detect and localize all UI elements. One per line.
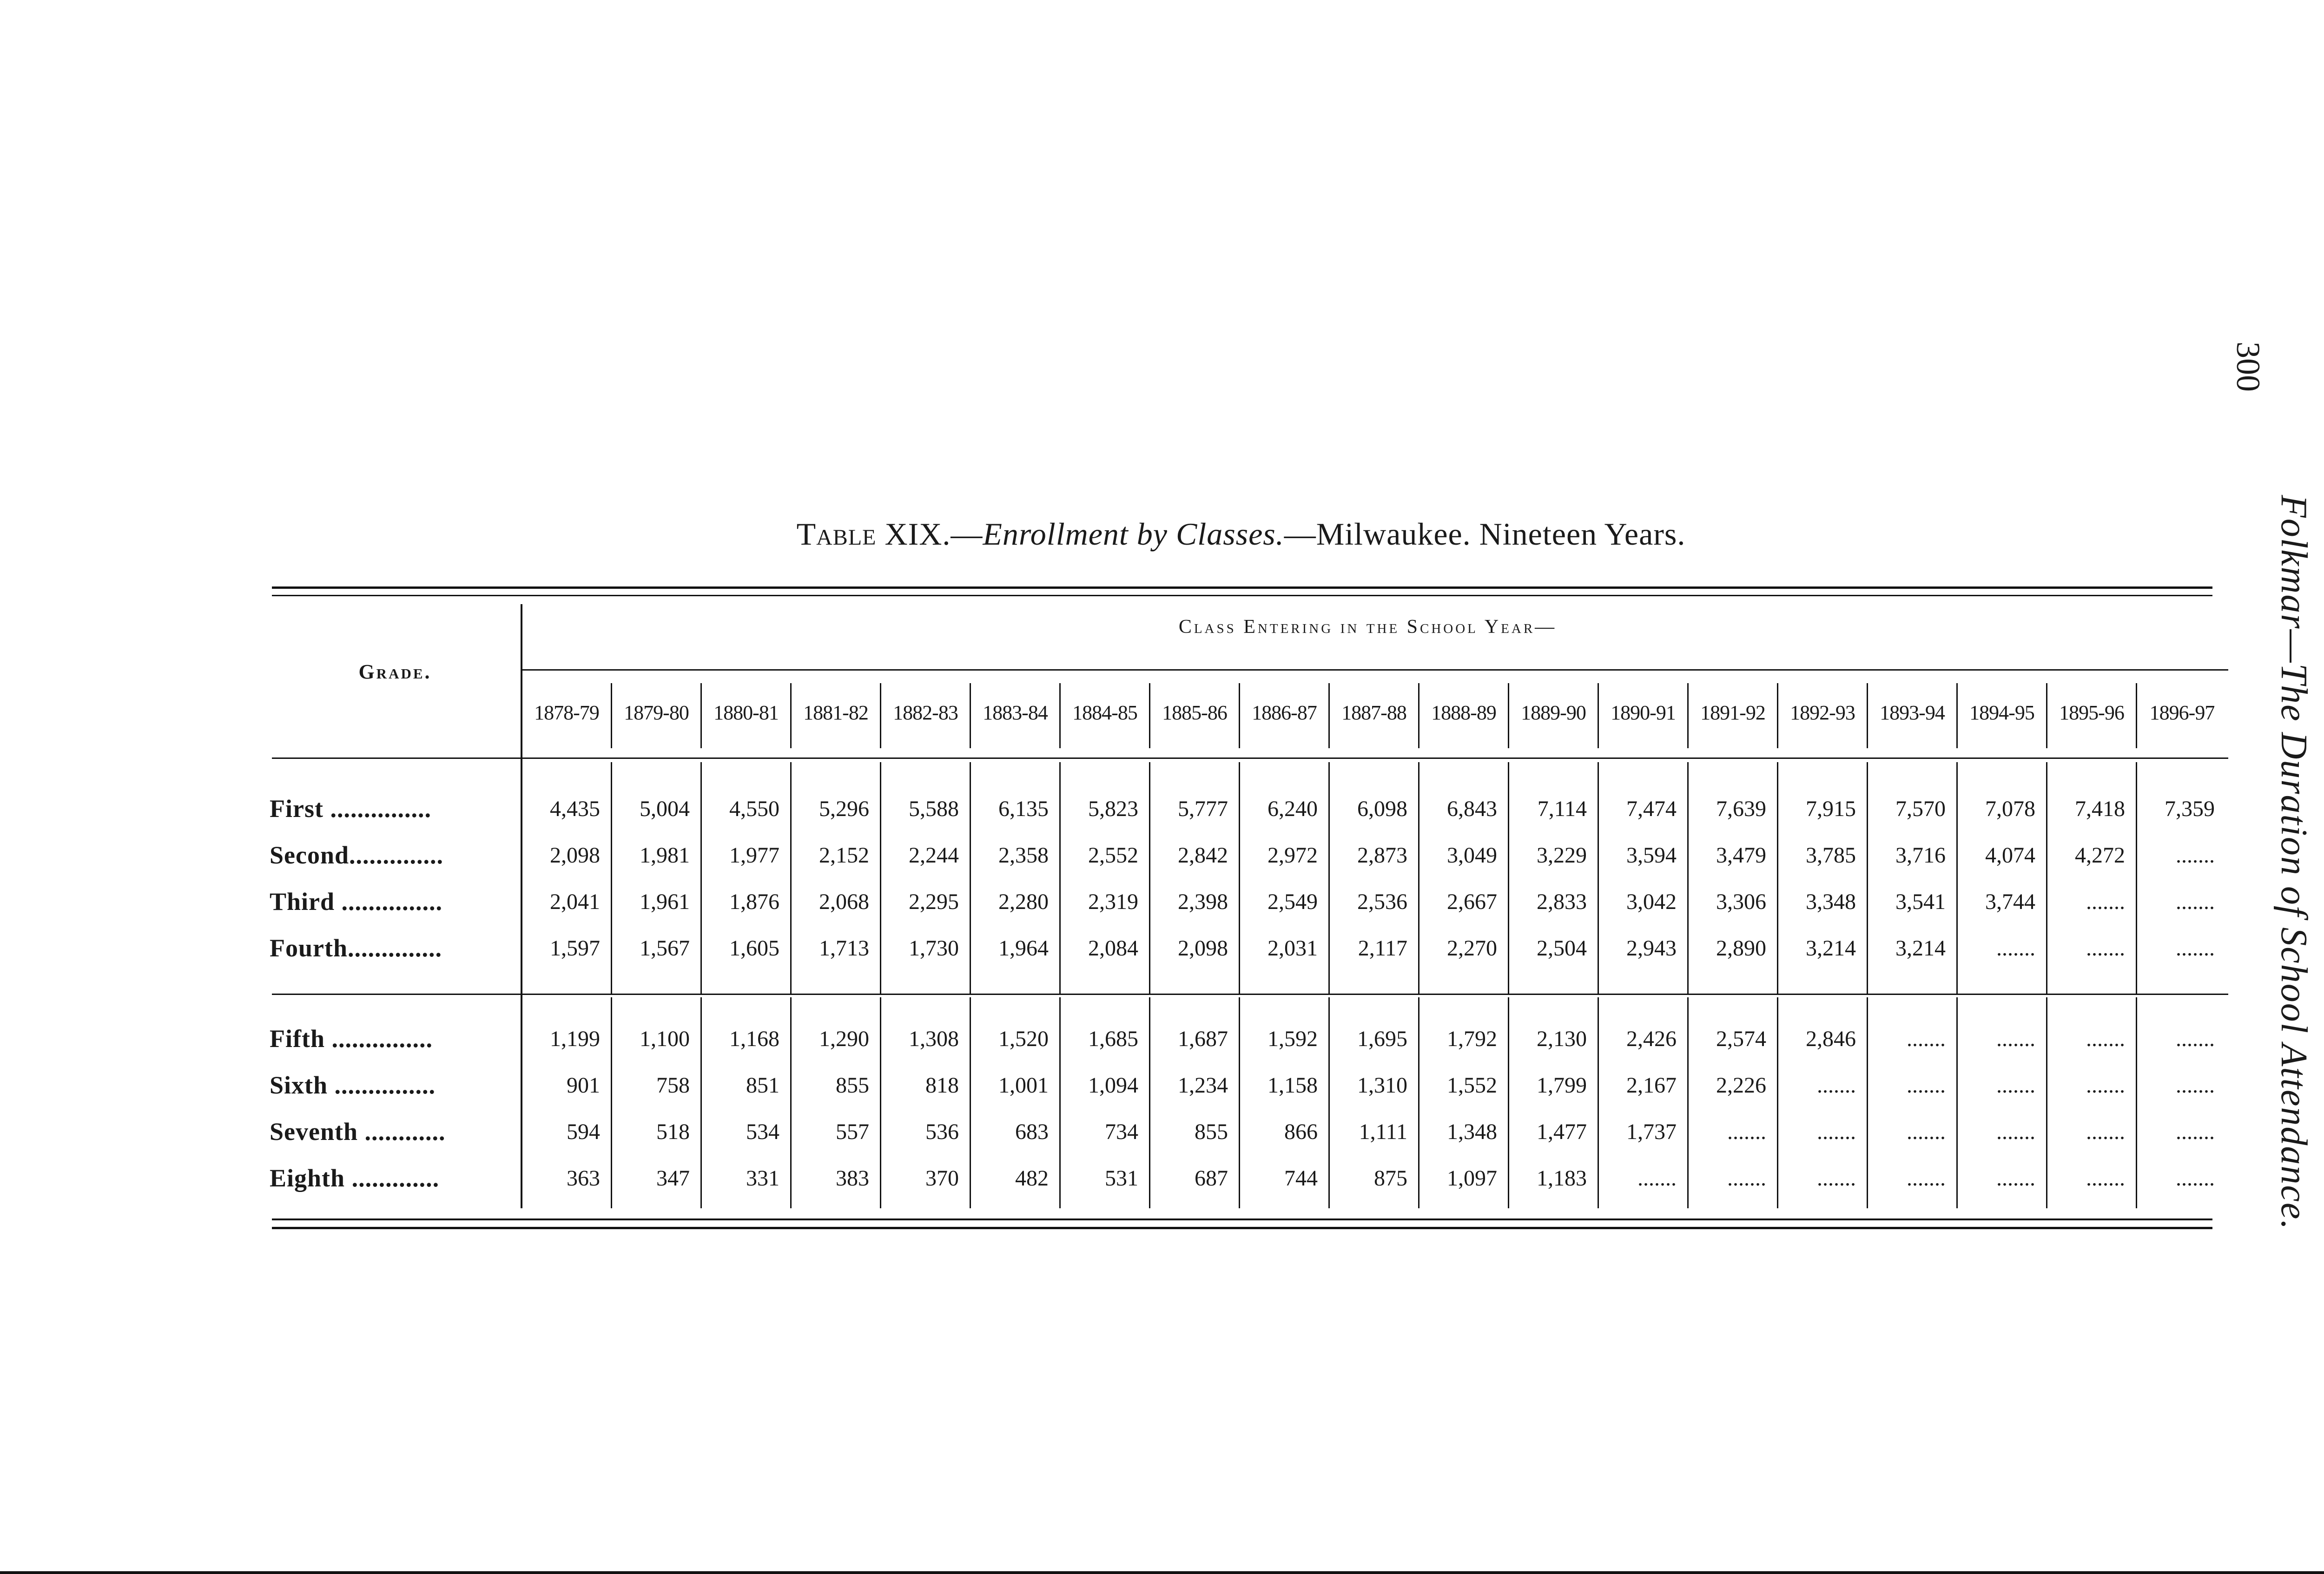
year-header: 1887-88: [1330, 683, 1419, 748]
year-header: 1895-96: [2047, 683, 2137, 748]
table-cell: 1,001: [998, 1073, 1049, 1098]
table-cell: 2,152: [819, 843, 869, 868]
table-cell: 7,570: [1895, 796, 1946, 821]
table-cell: .......: [1907, 1026, 1946, 1051]
table-cell: 2,280: [998, 889, 1049, 914]
table-cell: .......: [2176, 1073, 2215, 1098]
table-cell: 2,846: [1806, 1026, 1856, 1051]
table-cell: 851: [746, 1073, 779, 1098]
table-cell: .......: [1996, 1073, 2035, 1098]
table-cell: 3,229: [1537, 843, 1587, 868]
table-cell: 482: [1015, 1166, 1049, 1191]
table-cell: 2,842: [1178, 843, 1228, 868]
table-cell: 2,833: [1537, 889, 1587, 914]
year-header: 1891-92: [1689, 683, 1778, 748]
table-cell: 1,520: [998, 1026, 1049, 1051]
top-rule-thin: [272, 595, 2212, 596]
table-cell: .......: [1907, 1166, 1946, 1191]
table-cell: .......: [1817, 1166, 1856, 1191]
table-cell: 3,594: [1626, 843, 1677, 868]
table-cell: 2,098: [550, 843, 600, 868]
table-cell: 1,695: [1357, 1026, 1407, 1051]
table-cell: 1,097: [1447, 1166, 1497, 1191]
table-cell: .......: [1817, 1119, 1856, 1144]
year-header: 1892-93: [1778, 683, 1868, 748]
table-cell: 2,068: [819, 889, 869, 914]
table-row: [270, 925, 2228, 971]
table-cell: 3,744: [1985, 889, 2035, 914]
table-cell: .......: [2176, 1026, 2215, 1051]
table-cell: 3,306: [1716, 889, 1766, 914]
top-rule-thick: [272, 586, 2212, 589]
table-cell: 4,272: [2075, 843, 2125, 868]
table-row: [270, 832, 2228, 878]
table-cell: 1,730: [909, 935, 959, 961]
table-cell: 347: [656, 1166, 690, 1191]
table-cell: 2,426: [1626, 1026, 1677, 1051]
table-cell: 1,685: [1088, 1026, 1138, 1051]
table-cell: 1,597: [550, 935, 600, 961]
table-cell: 6,843: [1447, 796, 1497, 821]
year-header: 1885-86: [1150, 683, 1240, 748]
year-header-row: [522, 683, 2228, 748]
table-cell: .......: [1637, 1166, 1677, 1191]
table-cell: 536: [925, 1119, 959, 1144]
table-cell: 2,972: [1268, 843, 1318, 868]
year-header: 1890-91: [1599, 683, 1689, 748]
grade-label: First ...............: [270, 795, 431, 823]
table-cell: .......: [2176, 1166, 2215, 1191]
section-divider-rule: [272, 994, 2228, 995]
table-cell: 855: [836, 1073, 869, 1098]
grade-label: Sixth ...............: [270, 1071, 436, 1099]
table-cell: 875: [1374, 1166, 1407, 1191]
grade-header: Grade.: [358, 660, 432, 683]
bottom-rule-thick: [272, 1227, 2212, 1229]
table-cell: 2,667: [1447, 889, 1497, 914]
table-cell: 1,876: [729, 889, 779, 914]
table-cell: 1,964: [998, 935, 1049, 961]
table-cell: 2,398: [1178, 889, 1228, 914]
table-cell: 758: [656, 1073, 690, 1098]
table-cell: 818: [925, 1073, 959, 1098]
table-row: [270, 1062, 2228, 1108]
table-cell: 744: [1284, 1166, 1318, 1191]
table-cell: 1,799: [1537, 1073, 1587, 1098]
table-cell: 2,295: [909, 889, 959, 914]
table-cell: .......: [1907, 1119, 1946, 1144]
table-cell: .......: [1996, 1026, 2035, 1051]
table-cell: 2,552: [1088, 843, 1138, 868]
table-row: [270, 1155, 2228, 1201]
table-cell: 594: [567, 1119, 600, 1144]
table-cell: 1,183: [1537, 1166, 1587, 1191]
page-number: 300: [2230, 342, 2267, 392]
table-cell: 2,270: [1447, 935, 1497, 961]
table-cell: 7,114: [1537, 796, 1587, 821]
table-cell: 1,094: [1088, 1073, 1138, 1098]
table-cell: 2,117: [1358, 935, 1407, 961]
table-cell: 2,890: [1716, 935, 1766, 961]
table-cell: 5,777: [1178, 796, 1228, 821]
bottom-rule-thin: [272, 1218, 2212, 1220]
table-cell: .......: [2086, 935, 2125, 961]
table-cell: 2,873: [1357, 843, 1407, 868]
table-cell: .......: [1996, 935, 2035, 961]
title-prefix: Table XIX.—: [796, 516, 983, 552]
table-cell: 1,552: [1447, 1073, 1497, 1098]
table-cell: 5,296: [819, 796, 869, 821]
table-cell: 1,592: [1268, 1026, 1318, 1051]
table-row: [270, 878, 2228, 925]
table-cell: .......: [1727, 1166, 1766, 1191]
table-cell: 363: [567, 1166, 600, 1191]
table-cell: 518: [656, 1119, 690, 1144]
table-cell: .......: [2176, 843, 2215, 868]
table-cell: 1,111: [1359, 1119, 1407, 1144]
table-cell: .......: [1996, 1166, 2035, 1191]
table-cell: 1,234: [1178, 1073, 1228, 1098]
table-cell: 1,687: [1178, 1026, 1228, 1051]
table-cell: 383: [836, 1166, 869, 1191]
table-cell: 683: [1015, 1119, 1049, 1144]
year-header: 1878-79: [522, 683, 612, 748]
table-cell: 1,477: [1537, 1119, 1587, 1144]
table-cell: 1,348: [1447, 1119, 1497, 1144]
table-cell: 1,308: [909, 1026, 959, 1051]
table-cell: .......: [2176, 1119, 2215, 1144]
table-cell: 370: [925, 1166, 959, 1191]
table-cell: 901: [567, 1073, 600, 1098]
table-cell: 2,358: [998, 843, 1049, 868]
table-cell: 3,348: [1806, 889, 1856, 914]
table-cell: 331: [746, 1166, 779, 1191]
table-row: [270, 1015, 2228, 1062]
table-cell: 1,168: [729, 1026, 779, 1051]
year-header: 1893-94: [1868, 683, 1958, 748]
grade-label: Seventh ............: [270, 1118, 446, 1146]
table-cell: 3,214: [1806, 935, 1856, 961]
table-cell: 7,078: [1985, 796, 2035, 821]
year-header: 1886-87: [1240, 683, 1330, 748]
table-cell: 1,100: [640, 1026, 690, 1051]
table-cell: 6,098: [1357, 796, 1407, 821]
table-cell: 2,130: [1537, 1026, 1587, 1051]
table-cell: 2,504: [1537, 935, 1587, 961]
table-cell: .......: [2086, 1119, 2125, 1144]
year-header: 1882-83: [881, 683, 971, 748]
year-header: 1883-84: [971, 683, 1061, 748]
table-cell: 7,915: [1806, 796, 1856, 821]
table-cell: 2,226: [1716, 1073, 1766, 1098]
table-cell: 1,713: [819, 935, 869, 961]
table-cell: 2,031: [1268, 935, 1318, 961]
table-cell: 2,084: [1088, 935, 1138, 961]
table-row: [270, 785, 2228, 832]
running-head: Folkmar—The Duration of School Attendance.: [2273, 495, 2314, 1231]
table-cell: 2,574: [1716, 1026, 1766, 1051]
table-cell: 1,290: [819, 1026, 869, 1051]
year-header: 1889-90: [1509, 683, 1599, 748]
table-cell: 2,098: [1178, 935, 1228, 961]
table-cell: 855: [1195, 1119, 1228, 1144]
table-cell: 7,639: [1716, 796, 1766, 821]
table-cell: 3,049: [1447, 843, 1497, 868]
year-header: 1896-97: [2149, 701, 2215, 724]
grade-label: Fifth ...............: [270, 1025, 433, 1053]
year-header: 1894-95: [1958, 683, 2047, 748]
table-cell: 2,167: [1626, 1073, 1677, 1098]
table-cell: 2,319: [1088, 889, 1138, 914]
table-cell: .......: [2086, 889, 2125, 914]
table-cell: 7,359: [2165, 796, 2215, 821]
title-italic: Enrollment by Classes.: [983, 516, 1284, 552]
table-cell: 734: [1105, 1119, 1138, 1144]
year-header: 1879-80: [612, 683, 702, 748]
year-header: 1880-81: [702, 683, 792, 748]
table-cell: 6,240: [1268, 796, 1318, 821]
grade-label: Eighth .............: [270, 1164, 440, 1192]
table-cell: 3,042: [1626, 889, 1677, 914]
table-cell: 3,785: [1806, 843, 1856, 868]
table-cell: .......: [1727, 1119, 1766, 1144]
table-cell: 1,310: [1357, 1073, 1407, 1098]
table-cell: 6,135: [998, 796, 1049, 821]
table-cell: 1,567: [640, 935, 690, 961]
table-cell: 3,541: [1895, 889, 1946, 914]
header-rule: [522, 669, 2228, 671]
table-cell: 1,605: [729, 935, 779, 961]
table-cell: 3,716: [1895, 843, 1946, 868]
table-cell: 4,435: [550, 796, 600, 821]
table-cell: 2,244: [909, 843, 959, 868]
table-cell: 1,792: [1447, 1026, 1497, 1051]
table-cell: 557: [836, 1119, 869, 1144]
table-cell: 1,961: [640, 889, 690, 914]
table-cell: .......: [1907, 1073, 1946, 1098]
table-cell: 3,479: [1716, 843, 1766, 868]
class-entering-header: Class Entering in the School Year—: [1178, 616, 1557, 638]
table-cell: 7,418: [2075, 796, 2125, 821]
table-cell: 2,943: [1626, 935, 1677, 961]
table-cell: .......: [2176, 889, 2215, 914]
table-cell: 5,588: [909, 796, 959, 821]
table-cell: 687: [1195, 1166, 1228, 1191]
table-cell: 4,550: [729, 796, 779, 821]
grade-label: Second..............: [270, 841, 444, 869]
table-cell: 866: [1284, 1119, 1318, 1144]
table-cell: 2,536: [1357, 889, 1407, 914]
table-cell: 534: [746, 1119, 779, 1144]
table-cell: .......: [2176, 935, 2215, 961]
table-cell: 1,981: [640, 843, 690, 868]
table-cell: .......: [2086, 1073, 2125, 1098]
table-cell: 5,004: [640, 796, 690, 821]
table-cell: .......: [1996, 1119, 2035, 1144]
table-cell: 5,823: [1088, 796, 1138, 821]
table-cell: 531: [1105, 1166, 1138, 1191]
table-cell: 1,977: [729, 843, 779, 868]
table-cell: 1,737: [1626, 1119, 1677, 1144]
year-header: 1884-85: [1061, 683, 1150, 748]
table-cell: 2,041: [550, 889, 600, 914]
table-cell: .......: [2086, 1166, 2125, 1191]
grade-label: Third ...............: [270, 888, 443, 915]
table-cell: 3,214: [1895, 935, 1946, 961]
year-header: 1881-82: [792, 683, 881, 748]
table-cell: 1,199: [550, 1026, 600, 1051]
table-cell: 4,074: [1985, 843, 2035, 868]
table-cell: .......: [2086, 1026, 2125, 1051]
table-title: [270, 516, 2212, 553]
year-header: 1888-89: [1419, 683, 1509, 748]
grade-label: Fourth..............: [270, 934, 442, 962]
header-bottom-rule: [272, 757, 2228, 759]
table-row: [270, 1108, 2228, 1155]
table-cell: 1,158: [1268, 1073, 1318, 1098]
table-cell: .......: [1817, 1073, 1856, 1098]
title-suffix: —Milwaukee. Nineteen Years.: [1284, 516, 1686, 552]
table-cell: 2,549: [1268, 889, 1318, 914]
table-cell: 7,474: [1626, 796, 1677, 821]
